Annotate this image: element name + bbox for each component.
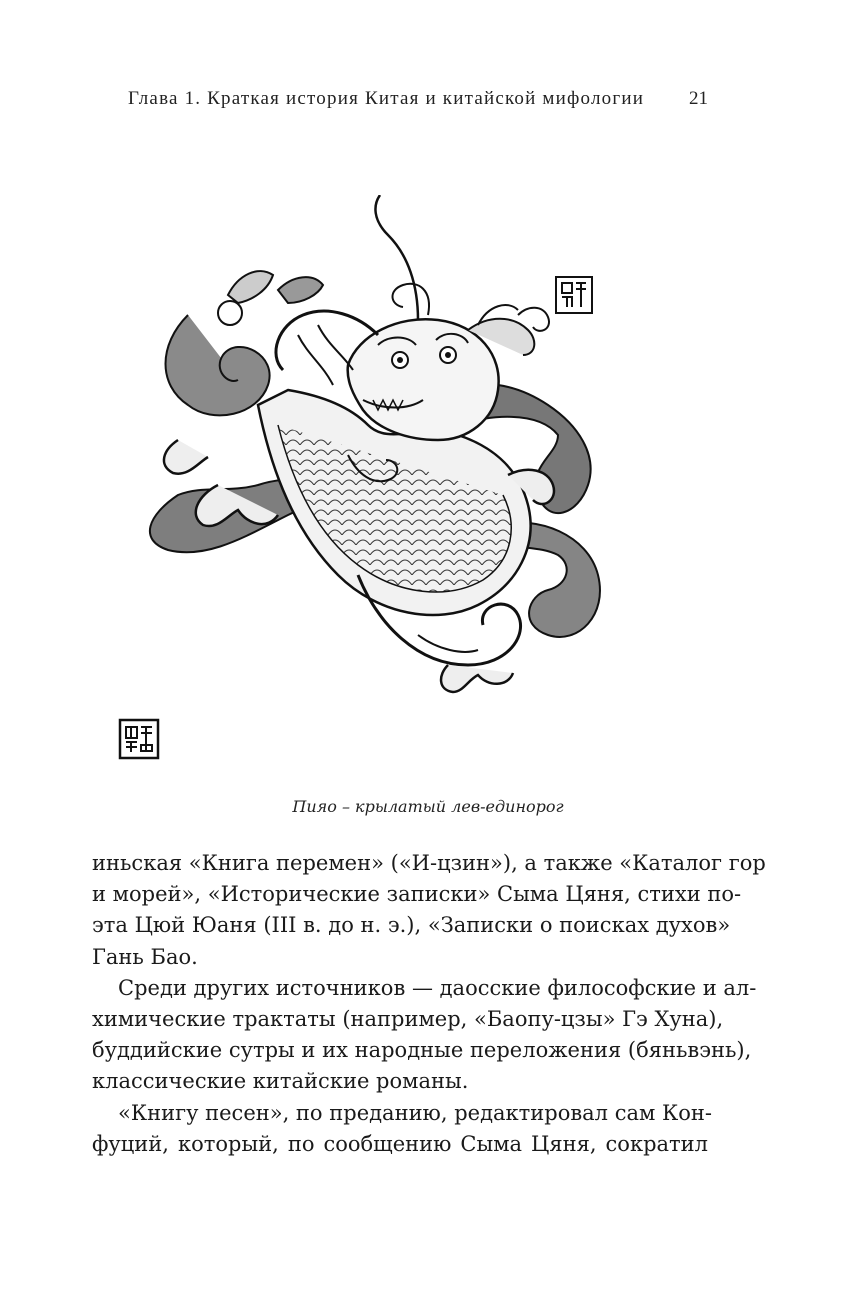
text-line: химические трактаты (например, «Баопу-цзы» Гэ Хуна), xyxy=(92,1006,724,1031)
chapter-title: Глава 1. Краткая история Китая и китайской мифологии xyxy=(128,88,645,109)
page-number: 21 xyxy=(689,88,708,109)
text-line: Среди других источников — даосские философские и ал- xyxy=(118,975,757,1000)
text-line: и морей», «Исторические записки» Сыма Цяня, стихи по- xyxy=(92,882,742,907)
text-line: буддийские сутры и их народные переложения (бяньвэнь), xyxy=(92,1038,752,1063)
running-head xyxy=(128,88,708,114)
text-line: классические китайские романы. xyxy=(92,1069,469,1094)
chinese-seal-stamp-icon xyxy=(554,275,594,315)
text-line: «Книгу песен», по преданию, редактировал сам Кон- xyxy=(118,1100,712,1125)
chinese-seal-stamp-icon xyxy=(118,718,160,760)
text-line: эта Цюй Юаня (III в. до н. э.), «Записки о поисках духов» xyxy=(92,913,731,938)
text-line: Гань Бао. xyxy=(92,944,198,969)
winged-lion-unicorn-illustration xyxy=(118,195,638,700)
text-line: фуций, который, по сообщению Сыма Цяня, сократил xyxy=(92,1131,708,1156)
figure-caption: Пияо – крылатый лев-единорог xyxy=(292,797,564,816)
body-text xyxy=(92,848,766,1160)
text-line: иньская «Книга перемен» («И-цзин»), а также «Каталог гор xyxy=(92,851,766,875)
